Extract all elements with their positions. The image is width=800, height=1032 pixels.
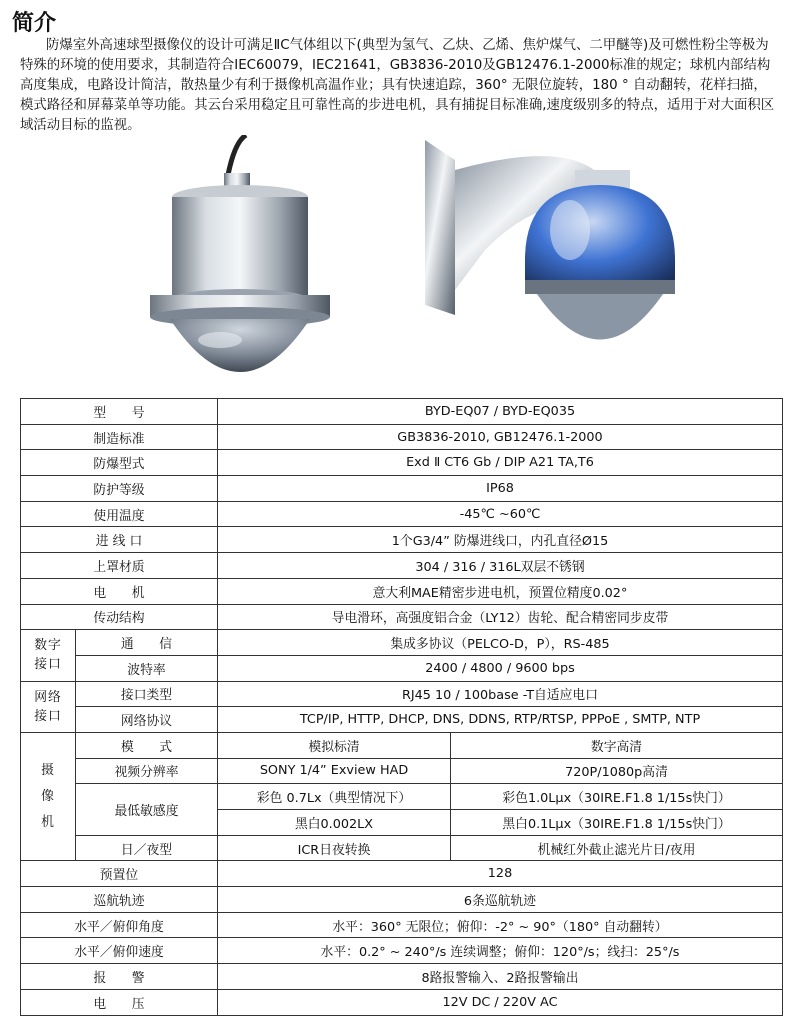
wall-mount-speed-dome-image bbox=[425, 130, 690, 385]
row-label: 水平／俯仰速度 bbox=[21, 938, 218, 964]
row-value: 8路报警输入、2路报警输出 bbox=[218, 964, 783, 990]
row-value: 意大利MAE精密步进电机，预置位精度0.02° bbox=[218, 578, 783, 604]
row-value: -45℃ ~60℃ bbox=[218, 501, 783, 527]
row-value: 6条巡航轨迹 bbox=[218, 887, 783, 913]
group-label-digital-interface bbox=[21, 630, 76, 681]
row-label: 型 号 bbox=[21, 399, 218, 425]
table-row bbox=[21, 989, 783, 1015]
table-row bbox=[21, 527, 783, 553]
row-value: 12V DC / 220V AC bbox=[218, 989, 783, 1015]
table-row bbox=[21, 887, 783, 913]
intro-paragraph: 防爆室外高速球型摄像仪的设计可满足ⅡC气体组以下(典型为氢气、乙炔、乙烯、焦炉煤气、二甲醚等)及可燃性粉尘等极为特殊的环境的使用要求，其制造符合IEC60079，IEC21641，GB3836-2010及GB12476.1-2000标准的规定；球机内部结构高度集成，电路设计简洁，散热量少有利于摄像机高温作业；具有快速追踪，360° 无限位旋转，180 ° 自动翻转，花样扫描，模式路径和屏幕菜单等功能。其云台采用稳定且可靠性高的步进电机，具有捕捉目标准确,速度级别多的特点，适用于对大面积区域活动目标的监视。 bbox=[20, 38, 775, 133]
table-row bbox=[21, 476, 783, 502]
row-label: 视频分辨率 bbox=[76, 758, 218, 784]
cell-analog: ICR日夜转换 bbox=[218, 835, 451, 861]
row-value: 2400 / 4800 / 9600 bps bbox=[218, 655, 783, 681]
row-label: 电 机 bbox=[21, 578, 218, 604]
group-label-line: 接口 bbox=[34, 657, 62, 673]
cell-digital: 彩色1.0Lμx（30IRE.F1.8 1/15s快门） bbox=[451, 784, 783, 810]
row-label: 上罩材质 bbox=[21, 553, 218, 579]
row-value: Exd Ⅱ CT6 Gb / DIP A21 TA,T6 bbox=[218, 450, 783, 476]
row-value: 128 bbox=[218, 861, 783, 887]
table-row bbox=[21, 578, 783, 604]
row-label: 通 信 bbox=[76, 630, 218, 656]
row-label: 进 线 口 bbox=[21, 527, 218, 553]
group-label-line: 机 bbox=[41, 814, 55, 830]
table-row bbox=[21, 835, 783, 861]
row-value: RJ45 10 / 100base -T自适应电口 bbox=[218, 681, 783, 707]
row-label: 接口类型 bbox=[76, 681, 218, 707]
table-row bbox=[21, 604, 783, 630]
table-row bbox=[21, 861, 783, 887]
row-value: 1个G3/4” 防爆进线口，内孔直径Ø15 bbox=[218, 527, 783, 553]
page-title: 简介 bbox=[12, 11, 57, 36]
cell-digital: 黑白0.1Lμx（30IRE.F1.8 1/15s快门） bbox=[451, 810, 783, 836]
row-label: 传动结构 bbox=[21, 604, 218, 630]
cell-digital: 720P/1080p高清 bbox=[451, 758, 783, 784]
cell-analog: 彩色 0.7Lx（典型情况下） bbox=[218, 784, 451, 810]
group-label-camera bbox=[21, 732, 76, 860]
table-row bbox=[21, 424, 783, 450]
row-label: 制造标准 bbox=[21, 424, 218, 450]
group-label-network-interface bbox=[21, 681, 76, 732]
row-value: GB3836-2010, GB12476.1-2000 bbox=[218, 424, 783, 450]
table-row bbox=[21, 681, 783, 707]
table-row bbox=[21, 758, 783, 784]
group-label-line: 数字 bbox=[34, 638, 62, 654]
cell-digital: 机械红外截止滤光片日/夜用 bbox=[451, 835, 783, 861]
row-label: 波特率 bbox=[76, 655, 218, 681]
table-row bbox=[21, 912, 783, 938]
row-value: 水平：0.2° ~ 240°/s 连续调整；俯仰：120°/s；线扫：25°/s bbox=[218, 938, 783, 964]
row-value: TCP/IP, HTTP, DHCP, DNS, DDNS, RTP/RTSP, PPPoE , SMTP, NTP bbox=[218, 707, 783, 733]
row-label: 最低敏感度 bbox=[76, 784, 218, 835]
cell-analog: 模拟标清 bbox=[218, 732, 451, 758]
table-row bbox=[21, 630, 783, 656]
row-label: 巡航轨迹 bbox=[21, 887, 218, 913]
row-label: 水平／俯仰角度 bbox=[21, 912, 218, 938]
row-value: 集成多协议（PELCO-D，P），RS-485 bbox=[218, 630, 783, 656]
cell-analog: 黑白0.002LX bbox=[218, 810, 451, 836]
group-label-line: 网络 bbox=[34, 689, 62, 705]
table-row bbox=[21, 707, 783, 733]
row-label: 预置位 bbox=[21, 861, 218, 887]
spec-table bbox=[20, 398, 783, 1016]
table-row bbox=[21, 938, 783, 964]
row-value: 304 / 316 / 316L双层不锈钢 bbox=[218, 553, 783, 579]
row-label: 报 警 bbox=[21, 964, 218, 990]
cell-digital: 数字高清 bbox=[451, 732, 783, 758]
row-label: 防爆型式 bbox=[21, 450, 218, 476]
table-row bbox=[21, 732, 783, 758]
table-row bbox=[21, 655, 783, 681]
group-label-line: 摄 bbox=[41, 762, 55, 778]
group-label-line: 像 bbox=[41, 788, 55, 804]
row-label: 电 压 bbox=[21, 989, 218, 1015]
row-label: 防护等级 bbox=[21, 476, 218, 502]
table-row bbox=[21, 784, 783, 810]
row-label: 日／夜型 bbox=[76, 835, 218, 861]
row-value: 导电滑环，高强度铝合金（LY12）齿轮、配合精密同步皮带 bbox=[218, 604, 783, 630]
row-label: 模 式 bbox=[76, 732, 218, 758]
row-label: 使用温度 bbox=[21, 501, 218, 527]
row-value: BYD-EQ07 / BYD-EQ035 bbox=[218, 399, 783, 425]
table-row bbox=[21, 553, 783, 579]
table-row bbox=[21, 399, 783, 425]
row-value: IP68 bbox=[218, 476, 783, 502]
cell-analog: SONY 1/4” Exview HAD bbox=[218, 758, 451, 784]
cylinder-dome-camera-image bbox=[140, 135, 340, 395]
table-row bbox=[21, 964, 783, 990]
table-row bbox=[21, 501, 783, 527]
row-label: 网络协议 bbox=[76, 707, 218, 733]
row-value: 水平：360° 无限位；俯仰：-2° ~ 90°（180° 自动翻转） bbox=[218, 912, 783, 938]
table-row bbox=[21, 450, 783, 476]
group-label-line: 接口 bbox=[34, 708, 62, 724]
